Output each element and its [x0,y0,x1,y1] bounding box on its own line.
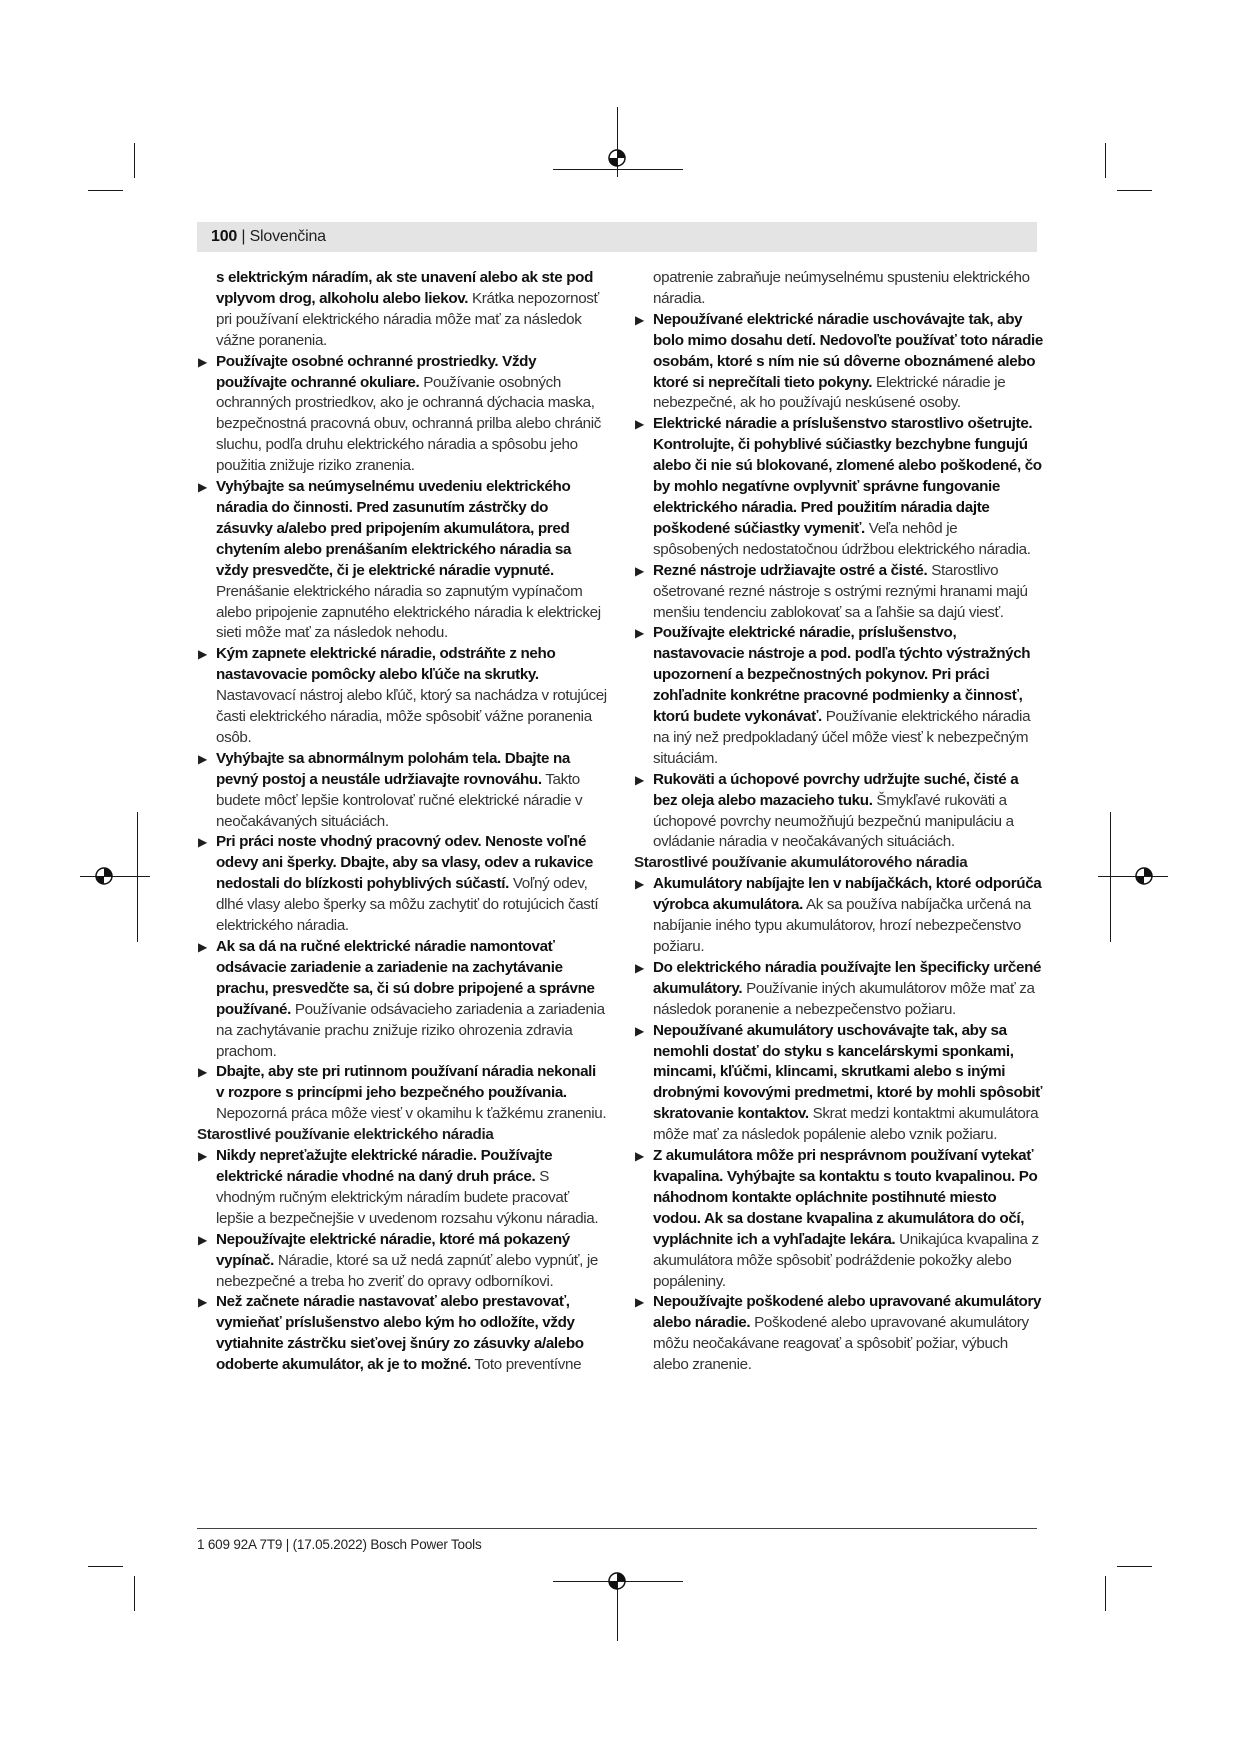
bullet-arrow-icon: ▶ [635,1295,644,1310]
bullet-arrow-icon: ▶ [198,480,207,495]
crop-mark [88,190,123,191]
list-item: ▶ Používajte elektrické náradie, príslušenstvo, nastavovacie nástroje a pod. podľa týchto výstražných upozornení a bezpečnostných pokynov. Pri práci zohľadnite konkrétne pracovné podmienky a činnosť, ktorú budete vykonávať. Používanie elektrického náradia na iný než predpokladaný účel môže viesť k nebezpečným situáciám. [635,624,1031,767]
list-item: ▶ Než začnete náradie nastavovať alebo prestavovať, vymieňať príslušenstvo alebo kým ho odložíte, vždy vytiahnite zástrčku sieťovej šnúry zo zásuvky a/alebo odoberte akumulátor, ak je to možné. Toto preventívne [198,1293,584,1374]
section-heading: Starostlivé používanie elektrického náradia [197,1126,494,1144]
page-number: 100 [211,228,238,245]
bullet-arrow-icon: ▶ [635,1023,644,1038]
bullet-arrow-icon: ▶ [198,1065,207,1080]
bullet-arrow-icon: ▶ [198,940,207,954]
bullet-arrow-icon: ▶ [635,417,644,432]
bullet-arrow-icon: ▶ [635,1149,644,1164]
bullet-arrow-icon: ▶ [198,1295,207,1310]
bullet-arrow-icon: ▶ [635,563,644,578]
bullet-arrow-icon: ▶ [198,835,207,850]
section-heading: Starostlivé používanie akumulátorového náradia [634,854,968,872]
crop-mark [134,1576,135,1611]
crosshair-icon [93,865,115,887]
list-item: ▶ Nepoužívajte poškodené alebo upravované akumulátory alebo náradie. Poškodené alebo upravované akumulátory môžu neočakávane reagovať a spôsobiť požiar, výbuch alebo zranenie. [635,1293,1042,1374]
header-language: Slovenčina [249,228,326,245]
registration-mark-top [553,107,683,177]
bullet-arrow-icon: ▶ [198,1232,207,1247]
list-item: ▶ Do elektrického náradia používajte len špecificky určené akumulátory. Používanie iných akumulátorov môže mať za následok poranenie a nebezpečenstvo požiaru. [635,958,1042,1018]
list-item: ▶ Nepoužívajte elektrické náradie, ktoré má pokazený vypínač. Náradie, ktoré sa už nedá zapnúť alebo vypnúť, je nebezpečné a treba ho zveriť do opravy odborníkovi. [198,1230,598,1290]
bullet-arrow-icon: ▶ [635,626,644,641]
registration-mark-bottom [553,1576,683,1641]
list-item: ▶ Akumulátory nabíjajte len v nabíjačkách, ktoré odporúča výrobca akumulátora. Ak sa používa nabíjačka určená na nabíjanie iného typu akumulátorov, hrozí nebezpečenstvo požiaru. [635,875,1042,955]
list-item: ▶ Pri práci noste vhodný pracovný odev. Nenoste voľné odevy ani šperky. Dbajte, aby sa vlasy, odev a rukavice nedostali do blízkosti pohyblivých súčastí. Voľný odev, dlhé vlasy alebo šperky sa môžu zachytiť do rotujúcich častí elektrického náradia. [198,833,599,935]
bullet-arrow-icon: ▶ [635,960,644,975]
list-item: ▶ Kým zapnete elektrické náradie, odstráňte z neho nastavovacie pomôcky alebo kľúče na skrutky. Nastavovací nástroj alebo kľúč, ktorý sa nachádza v rotujúcej časti elektrického náradia, môže spôsobiť vážne poranenia osôb. [198,645,607,746]
footer-divider [197,1528,1037,1529]
crosshair-icon [606,1570,628,1592]
registration-mark-left [80,812,150,942]
crosshair-icon [606,147,628,169]
crosshair-icon [1133,865,1155,887]
crop-mark [134,143,135,178]
list-item: ▶ Rukoväti a úchopové povrchy udržujte suché, čisté a bez oleja alebo mazacieho tuku. Šmykľavé rukoväti a úchopové povrchy neumožňujú bezpečnú manipuláciu a ovládanie náradia v neočakávaných situáciách. [635,770,1019,851]
bullet-arrow-icon: ▶ [635,877,644,892]
bullet-arrow-icon: ▶ [198,1149,207,1164]
list-item: ▶ Vyhýbajte sa abnormálnym polohám tela. Dbajte na pevný postoj a neustále udržiavajte rovnováhu. Takto budete môcť lepšie kontrolovať ručné elektrické náradie v neočakávaných situáciách. [198,749,583,830]
bullet-arrow-icon: ▶ [198,647,207,662]
list-item: ▶ Používajte osobné ochranné prostriedky. Vždy používajte ochranné okuliare. Používanie osobných ochranných prostriedkov, ako je ochranná dýchacia maska, bezpečnostná pracovná obuv, ochranná prilba alebo chránič sluchu, podľa druhu elektrického náradia a spôsobu jeho použitia znižuje riziko zranenia. [198,352,602,475]
continuation-paragraph: opatrenie zabraňuje neúmyselnému spusteniu elektrického náradia. [653,269,1030,307]
crop-mark [88,1566,123,1567]
list-item: ▶ Vyhýbajte sa neúmyselnému uvedeniu elektrického náradia do činnosti. Pred zasunutím zástrčky do zásuvky a/alebo pred pripojením akumulátora, pred chytením alebo prenášaním elektrického náradia sa vždy presvedčte, či je elektrické náradie vypnuté. Prenášanie elektrického náradia so zapnutým vypínačom alebo pripojenie zapnutého elektrického náradia k elektrickej sieti môže mať za následok nehodu. [198,478,601,642]
list-item: ▶ Rezné nástroje udržiavajte ostré a čisté. Starostlivo ošetrované rezné nástroje s ostrými reznými hranami majú menšiu tendenciu zablokovať sa a ľahšie sa dajú viesť. [635,561,1028,621]
list-item: ▶ Dbajte, aby ste pri rutinnom používaní náradia nekonali v rozpore s princípmi jeho bezpečného používania. Nepozorná práca môže viesť v okamihu k ťažkému zraneniu. [198,1063,607,1123]
registration-mark-right [1098,812,1168,942]
list-item: ▶ Nepoužívané akumulátory uschovávajte tak, aby sa nemohli dostať do styku s kancelárskymi sponkami, mincami, kľúčmi, klincami, skrutkami alebo s inými drobnými kovovými predmetmi, ktoré by mohli spôsobiť skratovanie kontaktov. Skrat medzi kontaktmi akumulátora môže mať za následok popálenie alebo vznik požiaru. [635,1021,1043,1144]
list-item: ▶ Elektrické náradie a príslušenstvo starostlivo ošetrujte. Kontrolujte, či pohyblivé súčiastky bezchybne fungujú alebo či nie sú blokované, zlomené alebo poškodené, čo by mohlo negatívne ovplyvniť správne fungovanie elektrického náradia. Pred použitím náradia dajte poškodené súčiastky vymeniť. Veľa nehôd je spôsobených nedostatočnou údržbou elektrického náradia. [635,415,1042,558]
list-item: ▶ Nikdy nepreťažujte elektrické náradie. Používajte elektrické náradie vhodné na daný druh práce. S vhodným ručným elektrickým náradím budete pracovať lepšie a bezpečnejšie v uvedenom rozsahu výkonu náradia. [198,1147,599,1227]
page-footer: 1 609 92A 7T9 | (17.05.2022) Bosch Power Tools [197,1537,482,1552]
bullet-arrow-icon: ▶ [198,751,207,766]
list-item: ▶ Nepoužívané elektrické náradie uschovávajte tak, aby bolo mimo dosahu detí. Nedovoľte používať toto náradie osobám, ktoré s ním nie sú dôverne oboznámené alebo ktoré si neprečítali tieto pokyny. Elektrické náradie je nebezpečné, ak ho používajú neskúsené osoby. [635,310,1043,412]
page-header [211,227,326,247]
header-separator: | [237,228,250,245]
crop-mark [1105,1576,1106,1611]
list-item: ▶ Ak sa dá na ručné elektrické náradie namontovať odsávacie zariadenie a zariadenie na zachytávanie prachu, presvedčte sa, či sú dobre pripojené a správne používané. Používanie odsávacieho zariadenia a zariadenia na zachytávanie prachu znižuje riziko ohrozenia zdravia prachom. [198,938,605,1060]
left-column [197,268,607,1376]
bullet-arrow-icon: ▶ [198,354,207,369]
list-item: ▶ Z akumulátora môže pri nesprávnom používaní vytekať kvapalina. Vyhýbajte sa kontaktu s touto kvapalinou. Po náhodnom kontakte opláchnite postihnuté miesto vodou. Ak sa dostane kvapalina z akumulátora do očí, vypláchnite ich a vyhľadajte lekára. Unikajúca kvapalina z akumulátora môže spôsobiť podráždenie pokožky alebo popáleniny. [635,1147,1039,1290]
crop-mark [1105,143,1106,178]
crop-mark [1117,1566,1152,1567]
intro-paragraph: s elektrickým náradím, ak ste unavení alebo ak ste pod vplyvom drog, alkoholu alebo liekov. Krátka nepozornosť pri používaní elektrického náradia môže mať za následok vážne poranenia. [216,269,599,349]
crop-mark [1117,190,1152,191]
bullet-arrow-icon: ▶ [635,772,644,787]
right-column [634,268,1044,1376]
bullet-arrow-icon: ▶ [635,312,644,327]
